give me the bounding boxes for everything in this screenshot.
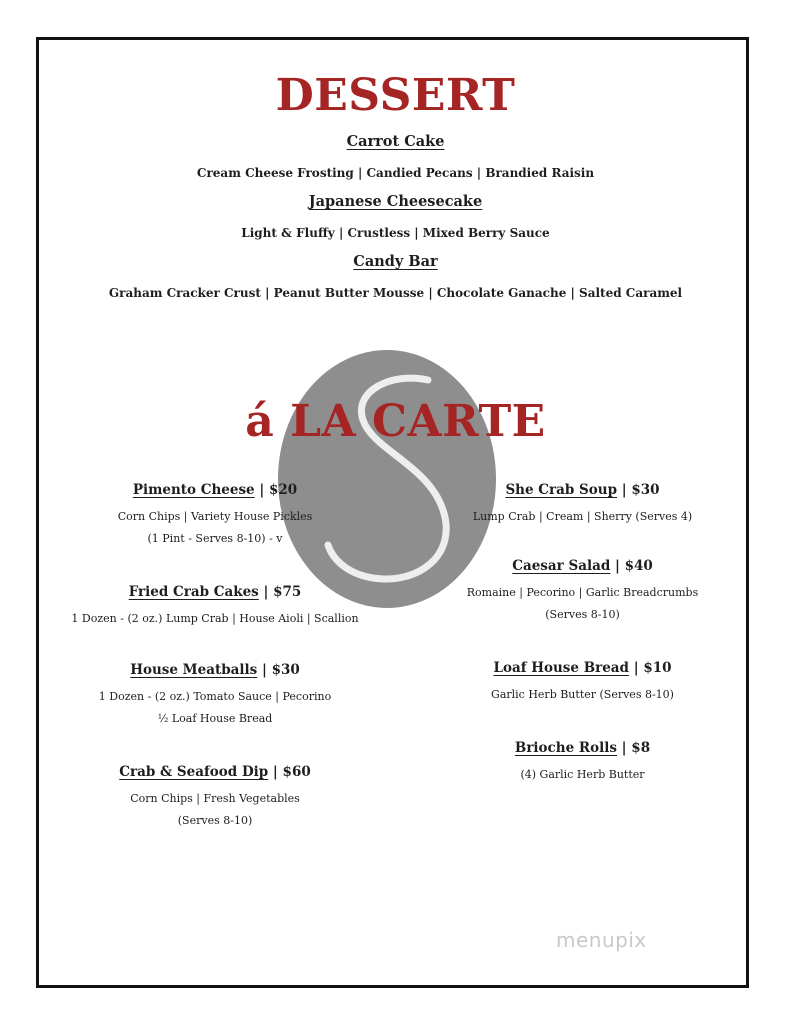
menu-item [40,482,390,550]
dessert-item-desc: Graham Cracker Crust | Peanut Butter Mousse | Chocolate Ganache | Salted Caramel [108,286,683,300]
dessert-item-name: Candy Bar [353,253,438,270]
item-price: $30 [631,482,660,498]
separator: | [259,482,265,498]
dessert-item-name: Carrot Cake [346,133,445,150]
dessert-title: DESSERT [275,70,516,121]
menu-item [405,482,760,528]
item-desc: 1 Dozen - (2 oz.) Tomato Sauce | Pecorino [98,690,332,703]
item-price: $20 [268,482,298,498]
item-name: Fried Crab Cakes [128,584,259,600]
menu-item [405,740,760,786]
menupix-watermark: menupix [556,928,647,952]
item-price: $30 [271,662,300,678]
item-name: Pimento Cheese [132,482,255,498]
menu-item [40,662,390,730]
separator: | [621,482,627,498]
item-price: $10 [643,660,672,676]
item-name: House Meatballs [130,662,258,678]
item-desc: Garlic Herb Butter (Serves 8-10) [491,688,674,701]
item-desc: Lump Crab | Cream | Sherry (Serves 4) [472,510,693,523]
item-price: $75 [273,584,302,600]
item-name: Caesar Salad [512,558,611,574]
menu-item [405,558,760,626]
item-desc: Corn Chips | Variety House Pickles [117,510,313,523]
item-price: $40 [624,558,653,574]
separator: | [272,764,278,780]
dessert-item-desc: Cream Cheese Frosting | Candied Pecans | Brandied Raisin [196,166,595,180]
item-name: Brioche Rolls [514,740,617,756]
item-desc: 1 Dozen - (2 oz.) Lump Crab | House Aioli | Scallion [71,612,359,625]
dessert-item-name: Japanese Cheesecake [308,193,483,210]
item-name: She Crab Soup [505,482,618,498]
item-desc: (1 Pint - Serves 8-10) - v [147,532,283,545]
separator: | [614,558,620,574]
menu-item [405,660,760,706]
item-price: $60 [282,764,311,780]
separator: | [633,660,639,676]
item-price: $8 [631,740,651,756]
separator: | [261,662,267,678]
item-name: Loaf House Bread [493,660,629,676]
item-desc: Romaine | Pecorino | Garlic Breadcrumbs [466,586,699,599]
item-desc: ½ Loaf House Bread [157,712,273,725]
item-desc: (Serves 8-10) [545,608,620,621]
item-name: Crab & Seafood Dip [119,764,269,780]
a-la-carte-title: á LA CARTE [245,396,546,447]
separator: | [263,584,269,600]
dessert-item-desc: Light & Fluffy | Crustless | Mixed Berry Sauce [241,226,550,240]
item-desc: (Serves 8-10) [177,814,253,827]
menu-item [40,764,390,832]
separator: | [621,740,627,756]
item-desc: Corn Chips | Fresh Vegetables [130,792,300,805]
menu-item [40,584,390,630]
item-desc: (4) Garlic Herb Butter [520,768,645,781]
